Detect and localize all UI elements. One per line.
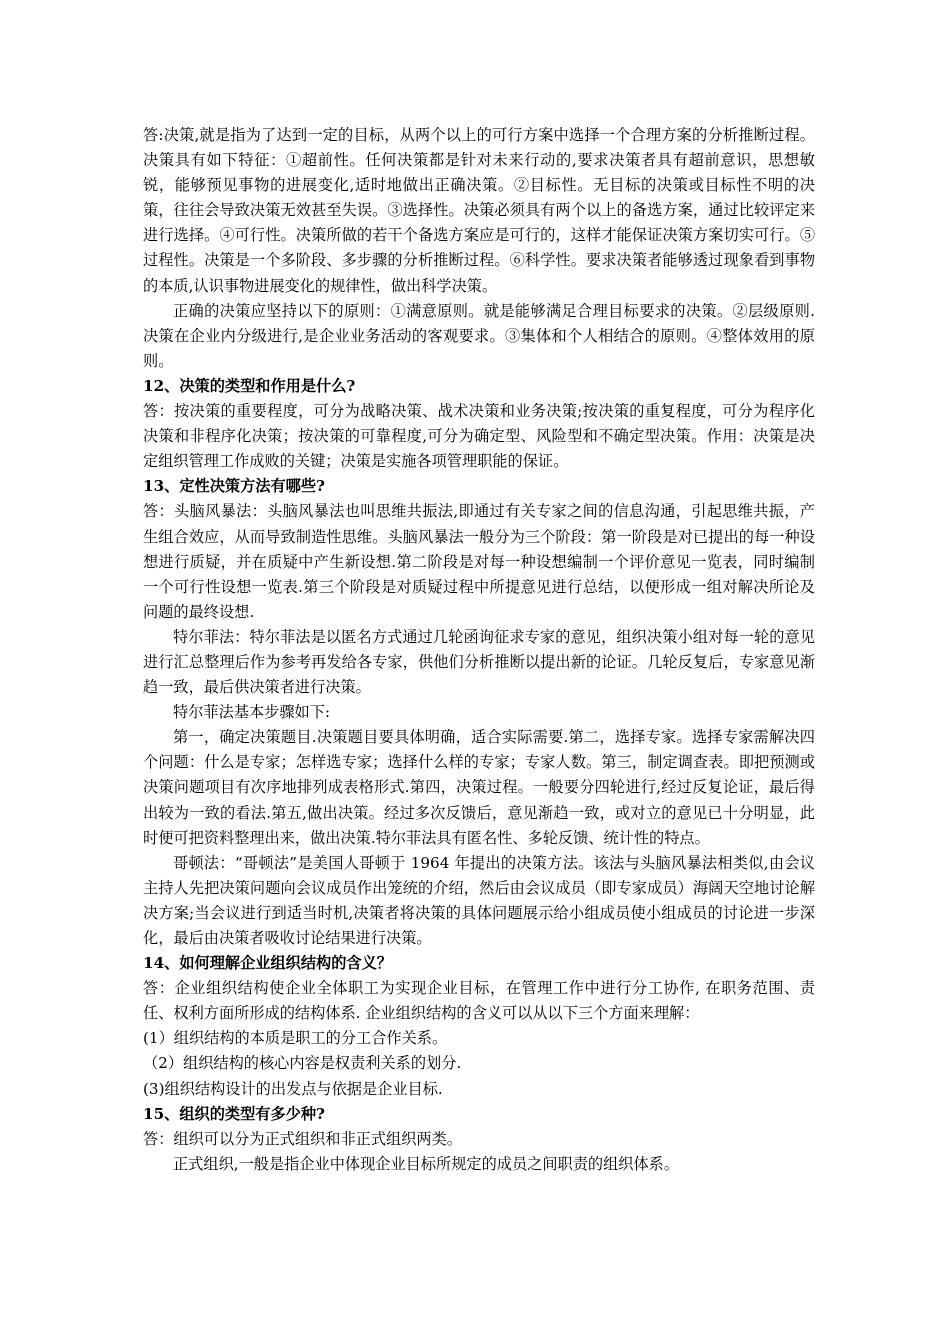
paragraph-delphi-steps: 第一，确定决策题目.决策题目要具体明确，适合实际需要.第二，选择专家。选择专家需解决四个问题：什么是专家；怎样选专家；选择什么样的专家；专家人数。第三，制定调查表。即把预测或决策问题项目有次序地排列成表格形式.第四，决策过程。一般要分四轮进行,经过反复论证，最后得出较为一致的看法.第五,做出决策。经过多次反馈后，意见渐趋一致，或对立的意见已十分明显，此时便可把资料整理出来，做出决策.特尔菲法具有匿名性、多轮反馈、统计性的特点。 xyxy=(143,728,815,847)
paragraph-brainstorming: 答：头脑风暴法：头脑风暴法也叫思维共振法,即通过有关专家之间的信息沟通，引起思维共振，产生组合效应，从而导致制造性思维。头脑风暴法一般分为三个阶段：第一阶段是对已提出的每一种设想进行质疑，并在质疑中产生新设想.第二阶段是对每一种设想编制一个评价意见一览表，同时编制一个可行性设想一览表.第三个阶段是对质疑过程中所提意见进行总结，以便形成一组对解决所论及问题的最终设想. xyxy=(143,502,815,621)
paragraph-formal-org: 正式组织,一般是指企业中体现企业目标所规定的成员之间职责的组织体系。 xyxy=(173,1154,680,1173)
document-body xyxy=(143,123,815,1177)
paragraph-decision-definition: 答:决策,就是指为了达到一定的目标，从两个以上的可行方案中选择一个合理方案的分析推断过程。决策具有如下特征：①超前性。任何决策都是针对未来行动的,要求决策者具有超前意识，思想敏锐，能够预见事物的进展变化,适时地做出正确决策。②目标性。无目标的决策或目标性不明的决策，往往会导致决策无效甚至失误。③选择性。决策必须具有两个以上的备选方案，通过比较评定来进行选择。④可行性。决策所做的若干个备选方案应是可行的，这样才能保证决策方案切实可行。⑤过程性。决策是一个多阶段、多步骤的分析推断过程。⑥科学性。要求决策者能够透过现象看到事物的本质,认识事物进展变化的规律性，做出科学决策。 xyxy=(143,126,815,295)
paragraph-delphi-steps-intro: 特尔菲法基本步骤如下: xyxy=(173,703,330,722)
heading-q12: 12、决策的类型和作用是什么? xyxy=(143,376,356,395)
paragraph-decision-types: 答：按决策的重要程度，可分为战略决策、战术决策和业务决策;按决策的重复程度，可分为程序化决策和非程序化决策；按决策的可靠程度,可分为确定型、风险型和不确定型决策。作用：决策是决定组织管理工作成败的关键；决策是实施各项管理职能的保证。 xyxy=(143,402,815,471)
paragraph-decision-principles: 正确的决策应坚持以下的原则：①满意原则。就是能够满足合理目标要求的决策。②层级原则.决策在企业内分级进行,是企业业务活动的客观要求。③集体和个人相结合的原则。④整体效用的原则。 xyxy=(143,301,815,370)
list-item-2: （2）组织结构的核心内容是权责利关系的划分. xyxy=(143,1054,462,1073)
list-item-1: (1）组织结构的本质是职工的分工合作关系。 xyxy=(143,1029,448,1048)
heading-q15: 15、组织的类型有多少种? xyxy=(143,1104,325,1123)
paragraph-org-types: 答：组织可以分为正式组织和非正式组织两类。 xyxy=(143,1129,462,1148)
paragraph-gordon: 哥顿法：“哥顿法”是美国人哥顿于 1964 年提出的决策方法。该法与头脑风暴法相类似,由会议主持人先把决策问题向会议成员作出笼统的介绍，然后由会议成员（即专家成员）海阔天空地讨论解决方案;当会议进行到适当时机,决策者将决策的具体问题展示给小组成员使小组成员的讨论进一步深化，最后由决策者吸收讨论结果进行决策。 xyxy=(143,853,815,947)
paragraph-delphi: 特尔菲法：特尔菲法是以匿名方式通过几轮函询征求专家的意见，组织决策小组对每一轮的意见进行汇总整理后作为参考再发给各专家，供他们分析推断以提出新的论证。几轮反复后，专家意见渐趋一致，最后供决策者进行决策。 xyxy=(143,627,815,697)
paragraph-org-structure: 答：企业组织结构使企业全体职工为实现企业目标，在管理工作中进行分工协作, 在职务范围、责任、权利方面所形成的结构体系. 企业组织结构的含义可以从以下三个方面来理解： xyxy=(143,979,815,1023)
heading-q13: 13、定性决策方法有哪些? xyxy=(143,477,325,496)
list-item-3: (3)组织结构设计的出发点与依据是企业目标. xyxy=(143,1079,443,1098)
heading-q14: 14、如何理解企业组织结构的含义？ xyxy=(143,954,392,973)
